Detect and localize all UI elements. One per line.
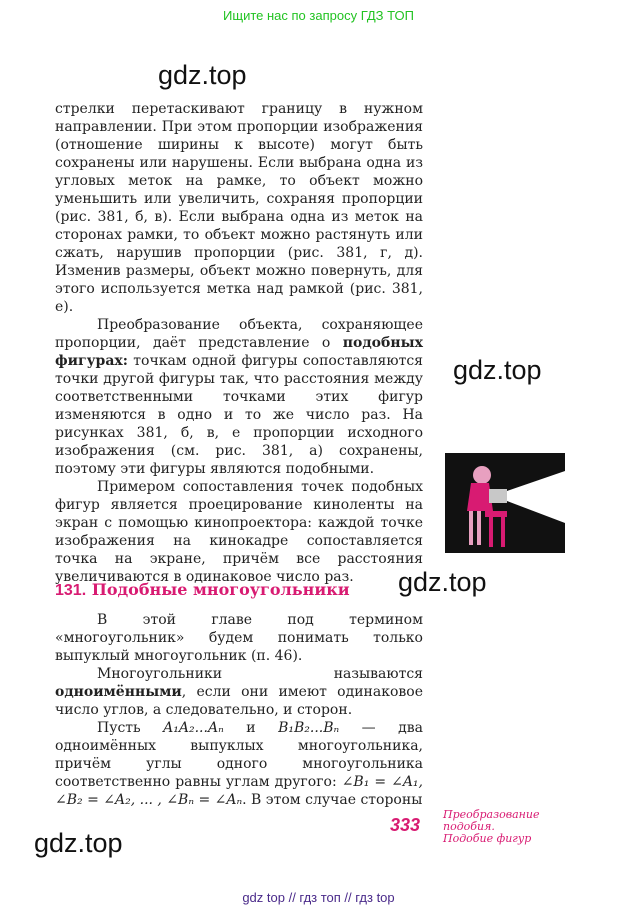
text-span: . В этом случае стороны: [242, 792, 423, 808]
term-bold: одноимёнными: [55, 684, 182, 700]
body-text-top: [55, 100, 423, 586]
text-span: Пусть: [97, 720, 164, 736]
watermark: gdz.top: [453, 355, 542, 385]
math-expression: A₁A₂...Aₙ: [163, 720, 224, 736]
paragraph-1: стрелки перетаскивают границу в нужном направлении. При этом пропорции изображения (отношение ширины к высоте) могут быть сохранены или нарушены. Если выбрана одна из угловых меток на рамке, то объект можно уменьшить или увеличить, сохраняя пропорции (рис. 381, б, в). Если выбрана одна из меток на сторонах рамки, то объект можно растянуть или сжать, нарушив пропорции (рис. 381, г, д). Изменив размеры, объект можно повернуть, для этого используется метка над рамкой (рис. 381, е).: [55, 101, 423, 315]
math-expression: B₁B₂...Bₙ: [278, 720, 340, 736]
term-bold: подобных фигурах:: [55, 335, 423, 369]
paragraph-6: [55, 719, 423, 809]
text-span: и: [223, 720, 279, 736]
running-head-line: подобия.: [443, 820, 495, 833]
paragraph-5: [55, 665, 423, 719]
text-span: Преобразование объекта, сохраняющее пропорции, даёт представление о: [55, 317, 423, 351]
body-text-bottom: [55, 611, 423, 809]
paragraph-4: В этой главе под термином «многоугольник» будем понимать только выпуклый многоугольник (п. 46).: [55, 612, 423, 664]
running-head: [443, 809, 593, 845]
paragraph-2: [55, 316, 423, 478]
watermark: gdz.top: [34, 828, 123, 858]
page-number: 333: [390, 815, 421, 835]
text-span: Многоугольники называются: [97, 666, 423, 682]
running-head-line: Подобие фигур: [443, 832, 532, 845]
watermark: gdz.top: [398, 567, 487, 597]
footer-links[interactable]: gdz top // гдз топ // гдз top: [242, 890, 395, 905]
text-span: точкам одной фигуры сопоставляются точки другой фигуры так, что расстояния между соответственными точками этих фигур изменяются в одно и то же число раз. На рисунках 381, б, в, е пропорции исходного изображения (см. рис. 381, а) сохранены, поэтому эти фигуры являются подобными.: [55, 353, 423, 477]
projector-illustration: [445, 453, 565, 553]
paragraph-3: Примером сопоставления точек подобных фигур является проецирование киноленты на экран с помощью кинопроектора: каждой точке изображения на кинокадре сопоставляется точка на экране, причём все расстояния увеличиваются в одинаковое число раз.: [55, 479, 423, 585]
text-span: , если они имеют одинаковое число углов, а следовательно, и сторон.: [55, 684, 423, 718]
projector-icon: [445, 453, 565, 553]
section-heading: [55, 580, 350, 600]
search-banner[interactable]: Ищите нас по запросу ГДЗ ТОП: [223, 8, 414, 23]
running-head-line: Преобразование: [443, 808, 540, 821]
math-expression: ∠B₁ = ∠A₁, ∠B₂ = ∠A₂, ... , ∠Bₙ = ∠Aₙ: [55, 774, 423, 808]
text-span: — два одноимённых выпуклых многоугольника, причём углы одного многоугольника соответственно равны углам другого:: [55, 720, 424, 790]
section-number: 131.: [55, 582, 87, 599]
watermark: gdz.top: [158, 60, 247, 90]
section-title: Подобные многоугольники: [91, 580, 350, 599]
